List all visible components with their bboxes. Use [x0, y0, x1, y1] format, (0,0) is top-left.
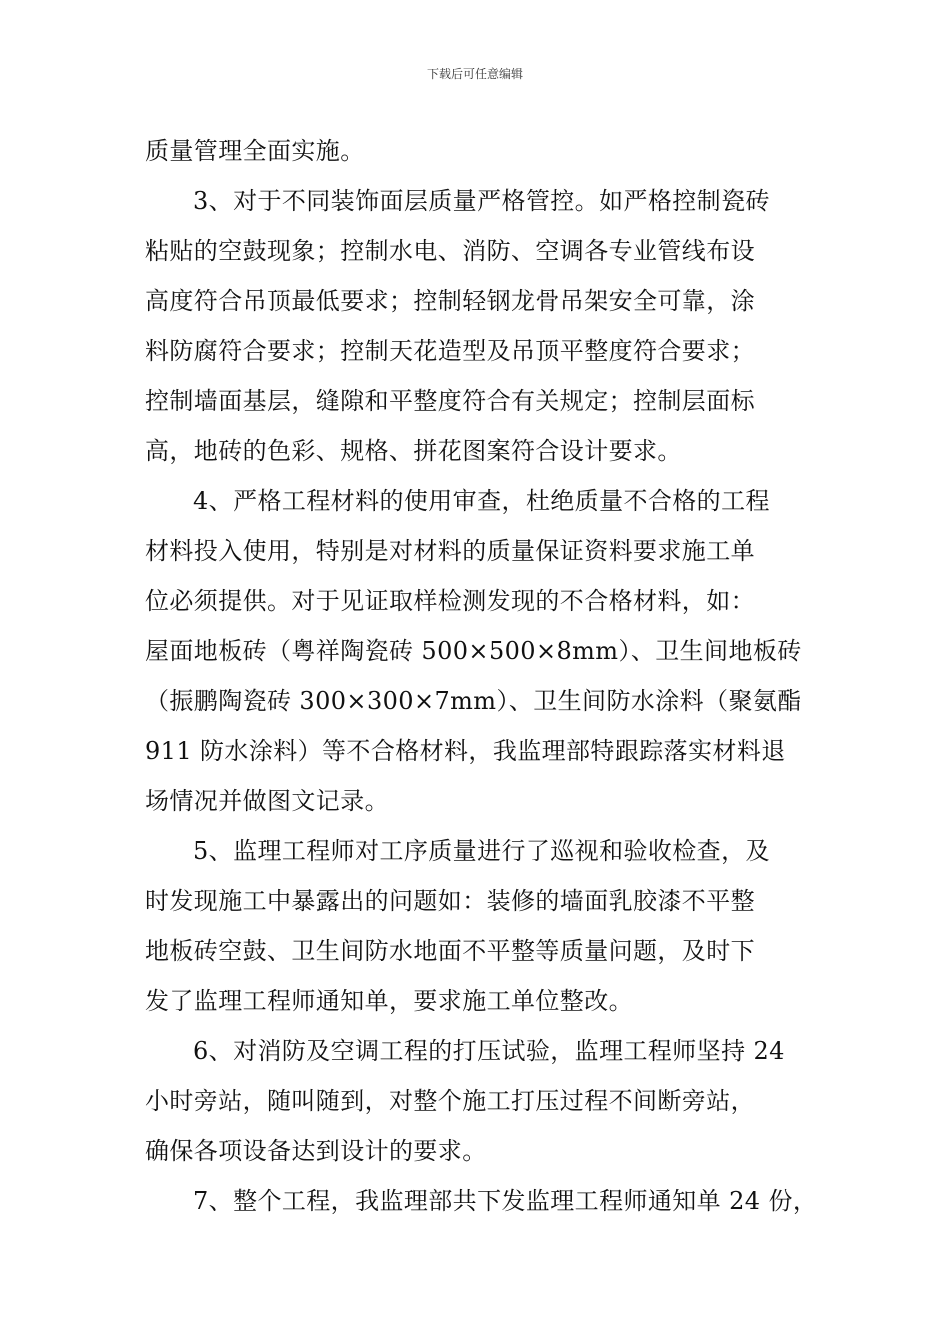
text-line: 时发现施工中暴露出的问题如：装修的墙面乳胶漆不平整 [145, 887, 755, 915]
text-line: 质量管理全面实施。 [145, 137, 365, 165]
text-line: 911 防水涂料）等不合格材料，我监理部特跟踪落实材料退 [145, 737, 786, 765]
text-line: 地板砖空鼓、卫生间防水地面不平整等质量问题，及时下 [145, 937, 755, 965]
text-line: 5、监理工程师对工序质量进行了巡视和验收检查，及 [193, 837, 770, 865]
text-line: 场情况并做图文记录。 [145, 787, 389, 815]
text-line: 屋面地板砖（粤祥陶瓷砖 500×500×8mm）、卫生间地板砖 [145, 637, 802, 665]
text-line: 高，地砖的色彩、规格、拼花图案符合设计要求。 [145, 437, 682, 465]
document-body [145, 126, 818, 1226]
text-line: 3、对于不同装饰面层质量严格管控。如严格控制瓷砖 [193, 187, 770, 215]
text-line: 高度符合吊顶最低要求；控制轻钢龙骨吊架安全可靠，涂 [145, 287, 755, 315]
text-line: 控制墙面基层，缝隙和平整度符合有关规定；控制层面标 [145, 387, 755, 415]
text-line: 位必须提供。对于见证取样检测发现的不合格材料，如： [145, 587, 755, 615]
text-line: （振鹏陶瓷砖 300×300×7mm）、卫生间防水涂料（聚氨酯 [145, 687, 802, 715]
text-line: 发了监理工程师通知单，要求施工单位整改。 [145, 987, 633, 1015]
page-header: 下载后可任意编辑 [426, 67, 523, 81]
text-line: 料防腐符合要求；控制天花造型及吊顶平整度符合要求； [145, 337, 755, 365]
text-line: 4、严格工程材料的使用审查，杜绝质量不合格的工程 [193, 487, 770, 515]
text-line: 小时旁站，随叫随到，对整个施工打压过程不间断旁站， [145, 1087, 755, 1115]
text-line: 6、对消防及空调工程的打压试验，监理工程师坚持 24 [193, 1037, 785, 1065]
text-line: 材料投入使用，特别是对材料的质量保证资料要求施工单 [145, 537, 755, 565]
text-line: 确保各项设备达到设计的要求。 [145, 1137, 487, 1165]
text-line: 7、整个工程，我监理部共下发监理工程师通知单 24 份， [193, 1187, 818, 1215]
text-line: 粘贴的空鼓现象；控制水电、消防、空调各专业管线布设 [145, 237, 755, 265]
